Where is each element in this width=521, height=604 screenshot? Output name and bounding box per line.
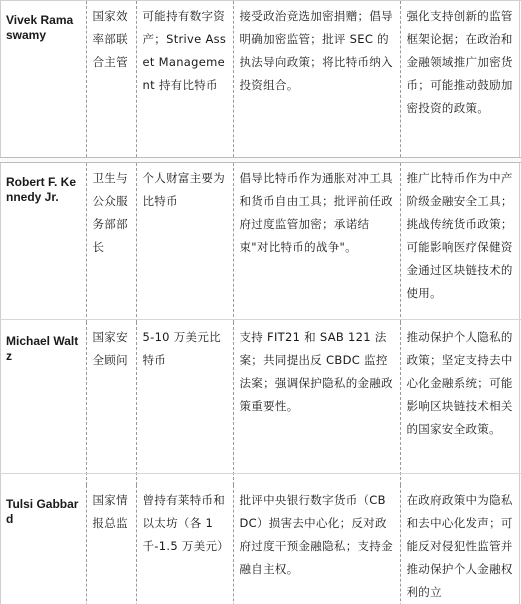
official-stance: 支持 FIT21 和 SAB 121 法案；共同提出反 CBDC 监控法案；强调保护隐私的金融政策重要性。 xyxy=(233,322,400,485)
page-break-line-top xyxy=(0,157,521,158)
official-role: 国家情报总监 xyxy=(86,485,136,604)
official-name: Vivek Ramaswamy xyxy=(6,13,74,42)
official-stance: 批评中央银行数字货币（CBDC）损害去中心化；反对政府过度干预金融隐私；支持金融自主权。 xyxy=(233,485,400,604)
official-role: 国家效率部联合主管 xyxy=(86,1,136,162)
official-role: 卫生与公众服务部部长 xyxy=(86,163,136,322)
official-impact: 强化支持创新的监管框架论据；在政治和金融领域推广加密货币；可能推动鼓励加密投资的政策。 xyxy=(400,1,520,162)
table-row xyxy=(0,1,520,162)
table-row xyxy=(0,163,520,322)
official-impact: 推广比特币作为中产阶级金融安全工具；挑战传统货币政策；可能影响医疗保健资金通过区块链技术的使用。 xyxy=(400,163,520,322)
official-holdings: 5-10 万美元比特币 xyxy=(136,322,233,485)
row-divider xyxy=(0,473,521,474)
official-impact: 推动保护个人隐私的政策；坚定支持去中心化金融系统；可能影响区块链技术相关的国家安全政策。 xyxy=(400,322,520,485)
official-name: Tulsi Gabbard xyxy=(6,497,79,526)
crypto-officials-table-part2 xyxy=(0,163,520,604)
official-name: Robert F. Kennedy Jr. xyxy=(6,175,77,204)
official-holdings: 个人财富主要为比特币 xyxy=(136,163,233,322)
official-impact: 在政府政策中为隐私和去中心化发声；可能反对侵犯性监管并推动保护个人金融权利的立 xyxy=(400,485,520,604)
official-stance: 倡导比特币作为通胀对冲工具和货币自由工具；批评前任政府过度监管加密；承诺结束"对比特币的战争"。 xyxy=(233,163,400,322)
official-role: 国家安全顾问 xyxy=(86,322,136,485)
row-divider xyxy=(0,319,521,320)
official-stance: 接受政治竞选加密捐赠；倡导明确加密监管；批评 SEC 的执法导向政策；将比特币纳入投资组合。 xyxy=(233,1,400,162)
official-name: Michael Waltz xyxy=(6,334,79,363)
official-holdings: 曾持有莱特币和以太坊（各 1 千-1.5 万美元） xyxy=(136,485,233,604)
crypto-officials-table-part1 xyxy=(0,1,520,162)
official-holdings: 可能持有数字资产；Strive Asset Management 持有比特币 xyxy=(136,1,233,162)
table-row xyxy=(0,322,520,485)
table-row xyxy=(0,485,520,604)
